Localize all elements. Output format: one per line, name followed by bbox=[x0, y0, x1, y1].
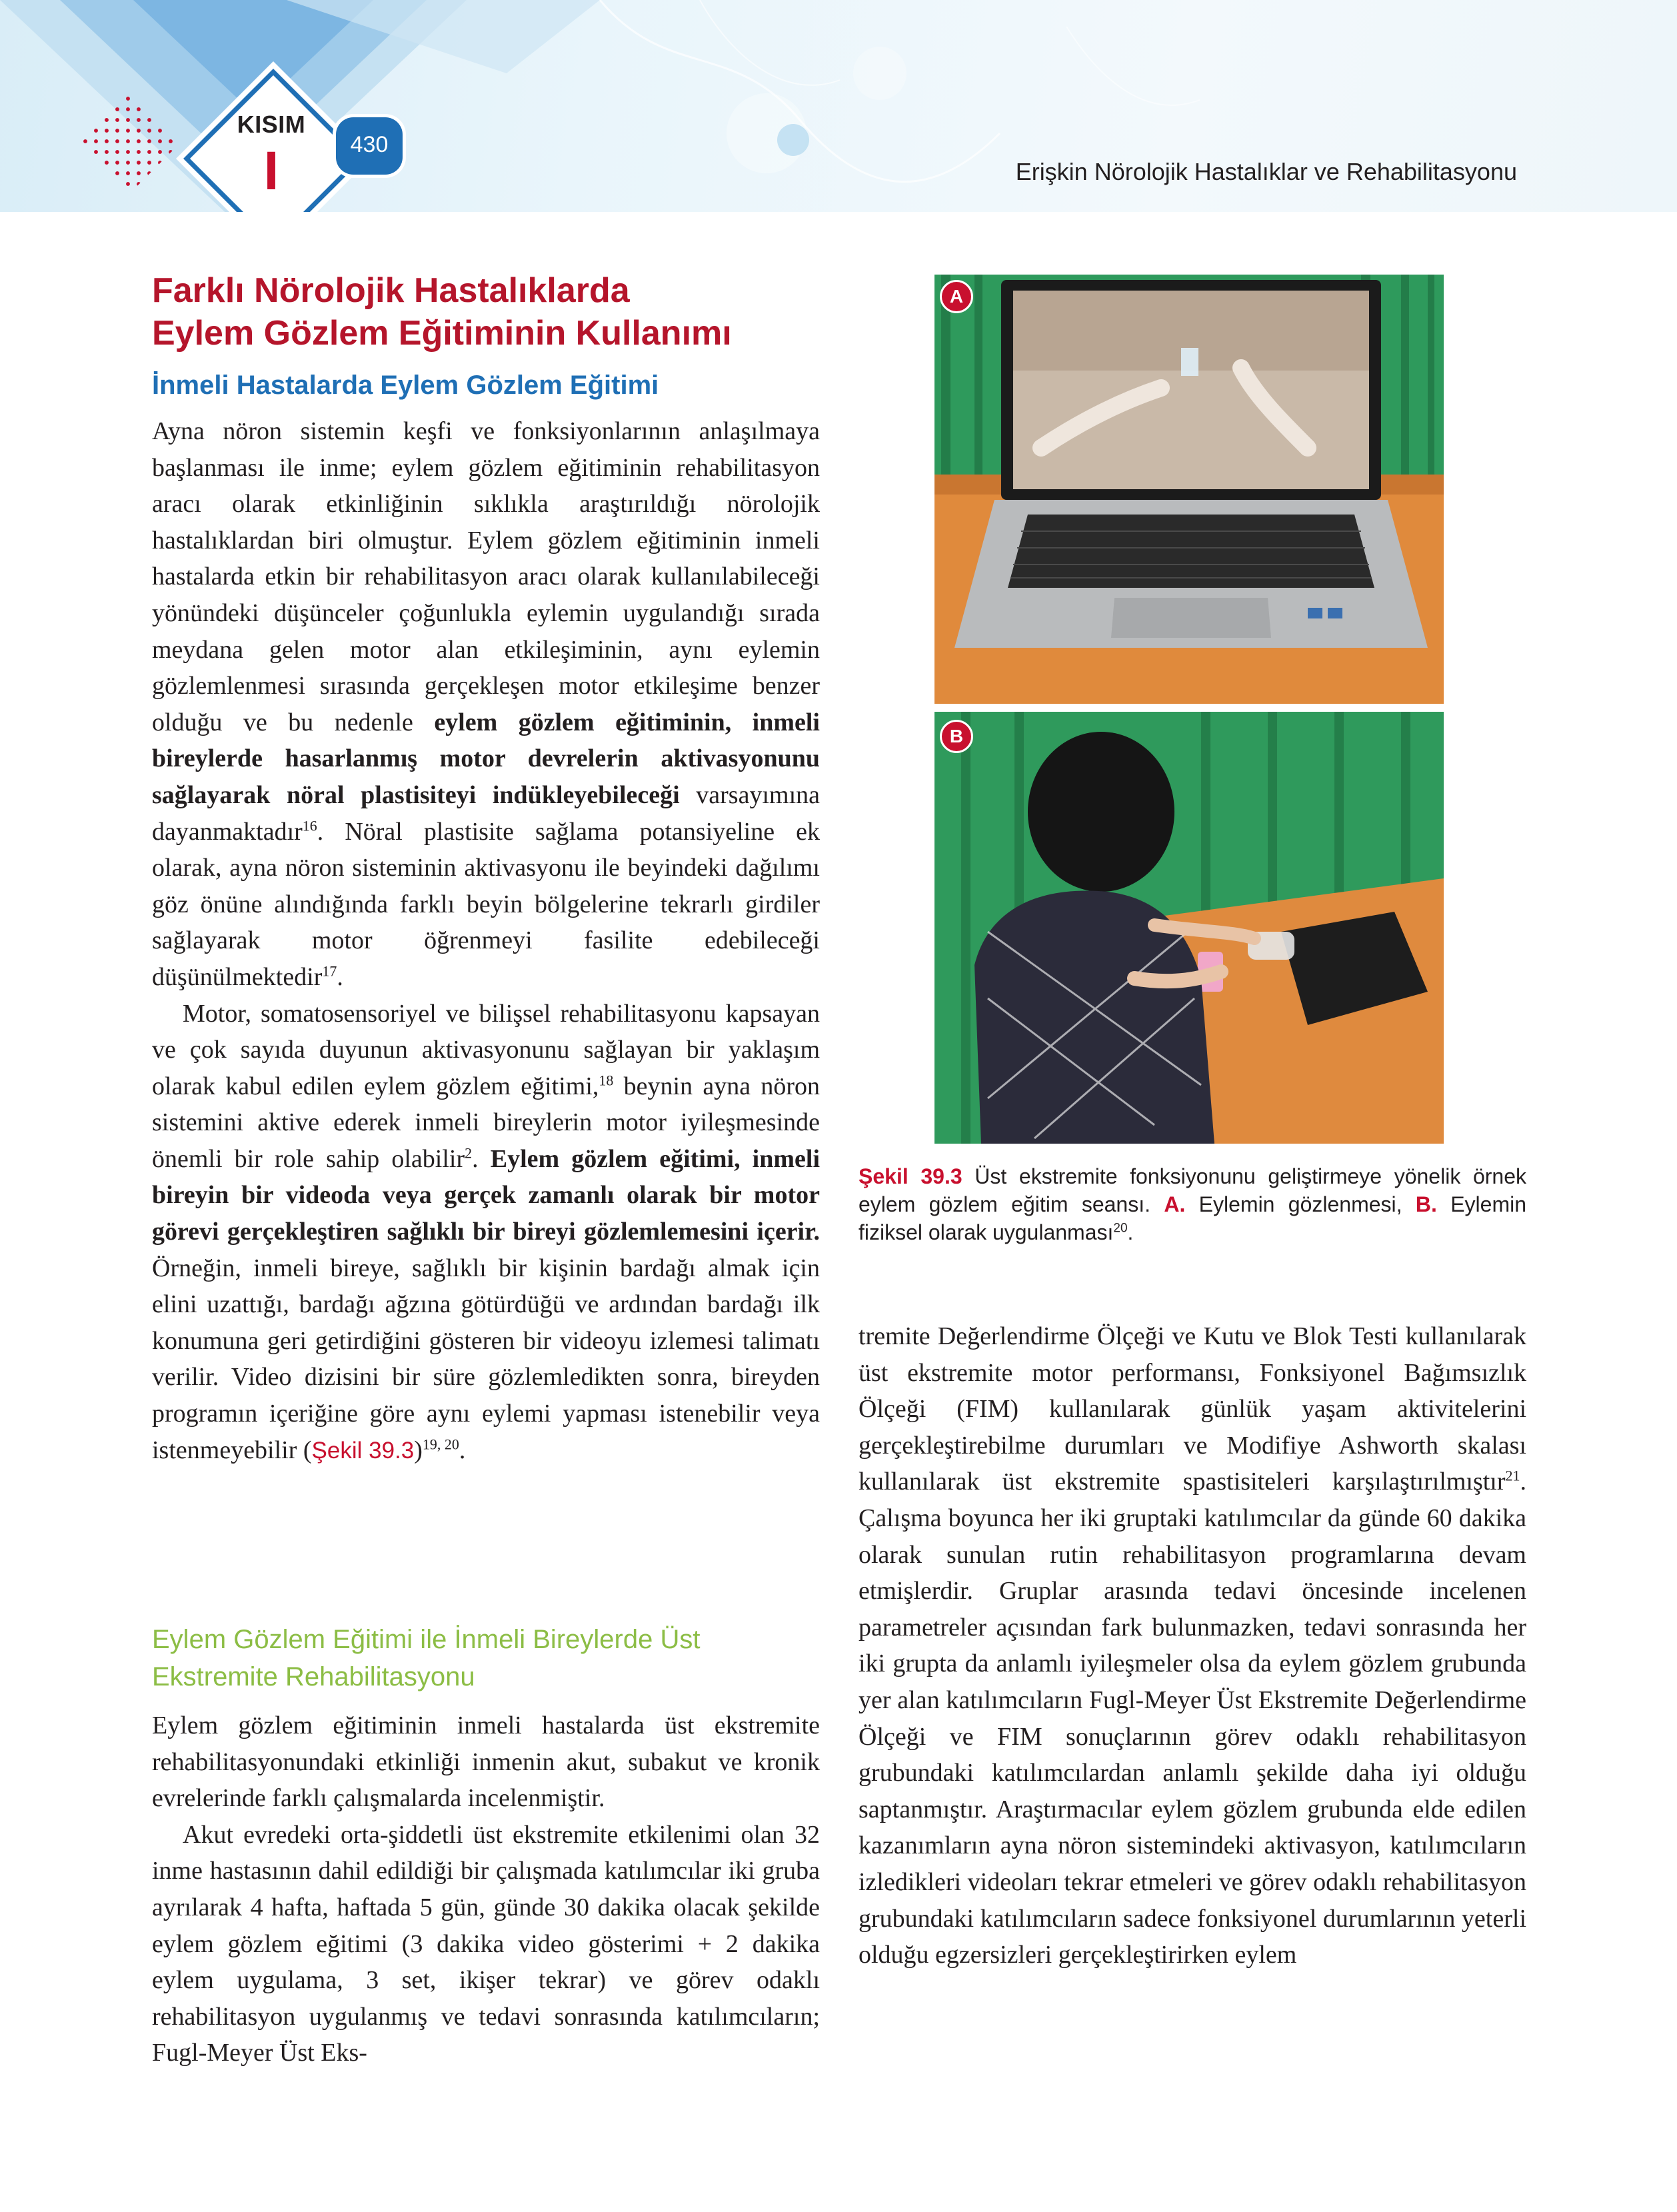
paragraph-5: tremite Değerlendirme Ölçeği ve Kutu ve Blok Testi kullanılarak üst ekstremite motor performansı, Fonksiyonel Bağımsızlık Ölçeği (FIM) kullanılarak günlük yaşam aktivitelerini gerçekleştirebilme durumları ve Modifiye Ashworth skalası kullanılarak üst ekstremite spastisiteleri karşılaştırılmıştır$^{21}$. Çalışma boyunca her iki gruptaki katılımcılar da günde 60 dakika olarak sunulan rutin rehabilitasyon programlarına devam etmişlerdir. Gruplar arasında tedavi öncesinde incelenen parametreler açısından fark bulunmazken, tedavi sonrasında her iki grupta da anlamlı iyileşmeler olsa da eylem gözlem grubunda yer alan katılımcıların Fugl-Meyer Üst Ekstremite Değerlendirme Ölçeği ve FIM sonuçlarının görev odaklı rehabilitasyon grubundaki katılımcılardan anlamlı şekilde daha iyi olduğu saptanmıştır. Araştırmacılar eylem gözlem grubunda elde edilen kazanımların ayna nöron sistemindeki aktivasyon, katılımcıların izledikleri videoları tekrar etmeleri ve görev odaklı rehabilitasyon grubundaki katılımcıların sadece fonksiyonel durumlarının yeterli olduğu egzersizleri gerçekleştirirken eylem bbox=[858, 1322, 1526, 1969]
citation: 20 bbox=[1113, 1221, 1128, 1236]
part-label: KISIM bbox=[237, 111, 306, 138]
section-title-line-2: Eylem Gözlem Eğitiminin Kullanımı bbox=[152, 314, 732, 353]
citation: 16 bbox=[302, 816, 317, 834]
figure-caption: Şekil 39.3 Üst ekstremite fonksiyonunu geliştirmeye yönelik örnek eylem gözlem eğitim seansı. A. Eylemin gözlenmesi, B. Eylemin fiziksel olarak uygulanması$^{20}$. bbox=[858, 1164, 1527, 1244]
subsection-title bbox=[152, 1621, 819, 1695]
citation: 17 bbox=[322, 962, 337, 980]
citation: 18 bbox=[599, 1072, 614, 1089]
citation: 21 bbox=[1505, 1467, 1520, 1484]
left-column-text-lower bbox=[152, 1707, 820, 2071]
patient-photo bbox=[934, 712, 1444, 1144]
subsection-title-line-1: Eylem Gözlem Eğitimi ile İnmeli Bireylerde Üst bbox=[152, 1625, 701, 1654]
citation: 2 bbox=[465, 1144, 473, 1162]
laptop-photo bbox=[934, 275, 1444, 704]
paragraph-3: Eylem gözlem eğitiminin inmeli hastalarda üst ekstremite rehabilitasyonundaki etkinliği inmenin akut, subakut ve kronik evrelerinde farklı çalışmalarda incelenmiştir. bbox=[152, 1711, 820, 1813]
panel-a-label: A bbox=[940, 280, 973, 313]
subsection-title-line-2: Ekstremite Rehabilitasyonu bbox=[152, 1662, 475, 1691]
section-title bbox=[152, 269, 852, 355]
section-subtitle: İnmeli Hastalarda Eylem Gözlem Eğitimi bbox=[152, 371, 659, 400]
section-title-line-1: Farklı Nörolojik Hastalıklarda bbox=[152, 271, 630, 310]
citation: 19, 20 bbox=[422, 1435, 459, 1452]
figure-photo-b bbox=[934, 712, 1444, 1144]
paragraph-1: Ayna nöron sistemin keşfi ve fonksiyonlarının anlaşılmaya başlanması ile inme; eylem gözlem eğitiminin rehabilitasyon aracı olarak etkinliğinin sıklıkla araştırıldığı nörolojik hastalıklardan biri olmuştur. Eylem gözlem eğitiminin inmeli hastalarda etkin bir rehabilitasyon aracı olarak kullanılabileceği yönündeki düşünceler çoğunlukla eylemin uygulandığı sırada meydana gelen motor alan etkileşiminin, aynı eylemin gözlemlenmesi sırasında gerçekleşen motor etkileşime benzer olduğu ve bu nedenle eylem gözlem eğitiminin, inmeli bireylerde hasarlanmış motor devrelerin aktivasyonunu sağlayarak nöral plastisiteyi indükleyebileceği varsayımına dayanmaktadır$^{16}$. Nöral plastisite sağlama potansiyeline ek olarak, ayna nöron sisteminin aktivasyonu ile beyindeki dağılımı göz önüne alındığında farklı beyin bölgelerine tekrarlı girdiler sağlayarak motor öğrenmeyi fasilite edebileceği düşünülmektedir$^{17}$. bbox=[152, 417, 821, 991]
figure-label: Şekil 39.3 bbox=[858, 1164, 962, 1188]
page-header bbox=[0, 0, 1677, 212]
paragraph-4: Akut evredeki orta-şiddetli üst ekstremite etkilenimi olan 32 inme hastasının dahil edildiği bir çalışmada katılımcılar iki gruba ayrılarak 4 hafta, haftada 5 gün, günde 30 dakika olacak şekilde eylem gözlem eğitimi (3 dakika video gösterimi + 2 dakika eylem uygulama, 3 set, ikişer tekrar) ve görev odaklı rehabilitasyon uygulanmış ve tedavi sonrasında katılımcıların; Fugl-Meyer Üst Eks- bbox=[152, 1820, 820, 2067]
part-number: I bbox=[263, 141, 279, 201]
bold-emphasis: eylem gözlem eğitiminin, inmeli bireylerde hasarlanmış motor devrelerin aktivasyonunu sağlayarak nöral plastisiteyi indükleyebileceği bbox=[152, 708, 820, 809]
paragraph-2: Motor, somatosensoriyel ve bilişsel rehabilitasyonu kapsayan ve çok sayıda duyunun aktivasyonunu sağlayan bir yaklaşım olarak kabul edilen eylem gözlem eğitimi,$^{18}$ beynin ayna nöron sistemini aktive ederek inmeli bireylerin motor iyileşmesinde önemli bir role sahip olabilir$^2$. Eylem gözlem eğitimi, inmeli bireyin bir videoda veya gerçek zamanlı olarak bir motor görevi gerçekleştiren sağlıklı bir bireyi gözlemlemesini içerir. Örneğin, inmeli bireye, sağlıklı bir kişinin bardağı almak için elini uzattığı, bardağı ağzına götürdüğü ve ardından bardağı ilk konumuna geri getirdiğini gösteren bir videoyu izlemesi talimatı verilir. Video dizisini bir süre gözlemledikten sonra, bireyden programın içeriğine göre aynı eylemi yapması istenebilir veya istenmeyebilir (Şekil 39.3)$^{19, 20}$. bbox=[152, 999, 821, 1464]
figure-photo-a bbox=[934, 275, 1444, 704]
figure-reference-link[interactable]: Şekil 39.3 bbox=[311, 1437, 415, 1464]
page-number: 430 bbox=[350, 132, 389, 157]
left-column-text bbox=[152, 413, 820, 1469]
bold-emphasis: Eylem gözlem eğitimi, inmeli bireyin bir videoda veya gerçek zamanlı olarak bir motor görevi gerçekleştiren sağlıklı bir bireyi gözlemlemesini içerir. bbox=[152, 1144, 821, 1246]
panel-b-label: B bbox=[940, 720, 973, 753]
running-title: Erişkin Nörolojik Hastalıklar ve Rehabilitasyonu bbox=[1015, 158, 1517, 185]
right-column-text bbox=[858, 1318, 1526, 1973]
